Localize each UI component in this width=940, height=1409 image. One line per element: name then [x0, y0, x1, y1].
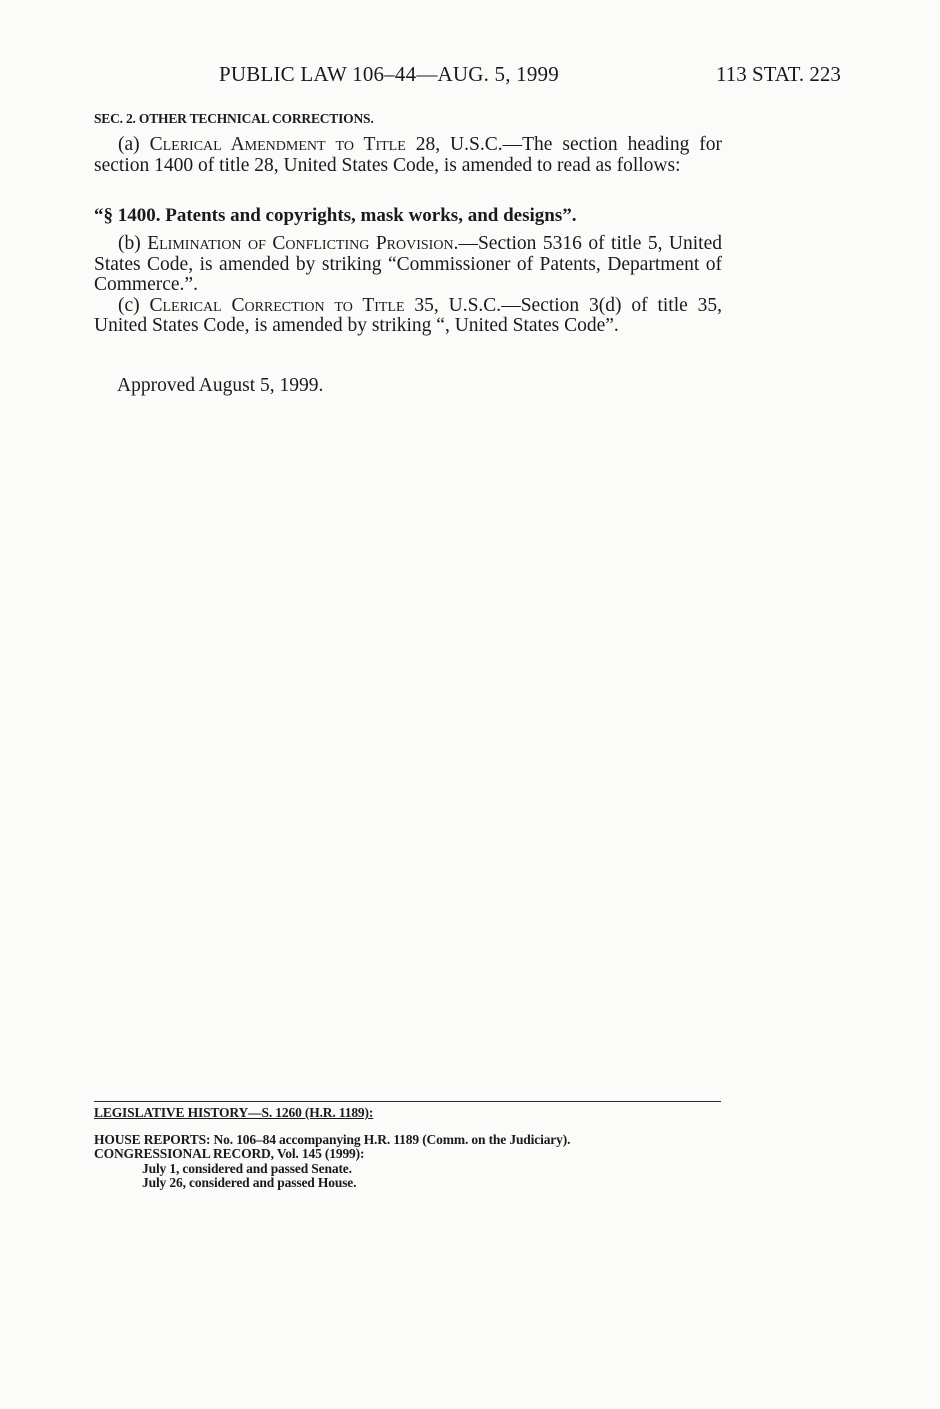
paragraph-c-text: —Section 3(d) of title 35, United States Code, is amended by striking “, United States Code”.: [94, 294, 722, 336]
amended-section-title: “§ 1400. Patents and copyrights, mask works, and designs”.: [94, 205, 577, 226]
paragraph-a: [94, 135, 722, 176]
paragraph-c-caption: Clerical Correction to Title 35, U.S.C.: [149, 294, 502, 316]
legislative-history: [94, 1106, 570, 1191]
paragraph-c-label: (c): [118, 294, 150, 316]
running-header-page-citation: 113 STAT. 223: [716, 62, 841, 86]
paragraph-b-text: —Section 5316 of title 5, United States Code, is amended by striking “Commissioner of Patents, Department of Commerce.”.: [94, 233, 722, 295]
record-entry: July 26, considered and passed House.: [142, 1175, 357, 1190]
footnote-divider: [94, 1101, 721, 1102]
paragraph-c: [94, 296, 722, 337]
paragraph-a-label: (a): [118, 134, 150, 155]
house-reports-line: HOUSE REPORTS: No. 106–84 accompanying H.R. 1189 (Comm. on the Judiciary).: [94, 1131, 571, 1147]
legislative-history-heading: LEGISLATIVE HISTORY—S. 1260 (H.R. 1189):: [94, 1105, 374, 1120]
approval-line: Approved August 5, 1999.: [117, 375, 324, 396]
record-entry: July 1, considered and passed Senate.: [142, 1160, 352, 1176]
paragraph-a-caption: Clerical Amendment to Title 28, U.S.C.: [149, 134, 503, 155]
paragraph-a-text: —The section heading for section 1400 of title 28, United States Code, is amended to read as follows:: [94, 134, 723, 176]
paragraphs-b-c: [94, 234, 722, 337]
congressional-record-line: CONGRESSIONAL RECORD, Vol. 145 (1999):: [94, 1146, 365, 1161]
paragraph-b: [94, 234, 722, 296]
section-heading: SEC. 2. OTHER TECHNICAL CORRECTIONS.: [94, 111, 374, 126]
paragraph-b-caption: Elimination of Conflicting Provision.: [147, 233, 459, 254]
running-header-title: PUBLIC LAW 106–44—AUG. 5, 1999: [219, 62, 559, 86]
paragraph-b-label: (b): [118, 233, 148, 254]
